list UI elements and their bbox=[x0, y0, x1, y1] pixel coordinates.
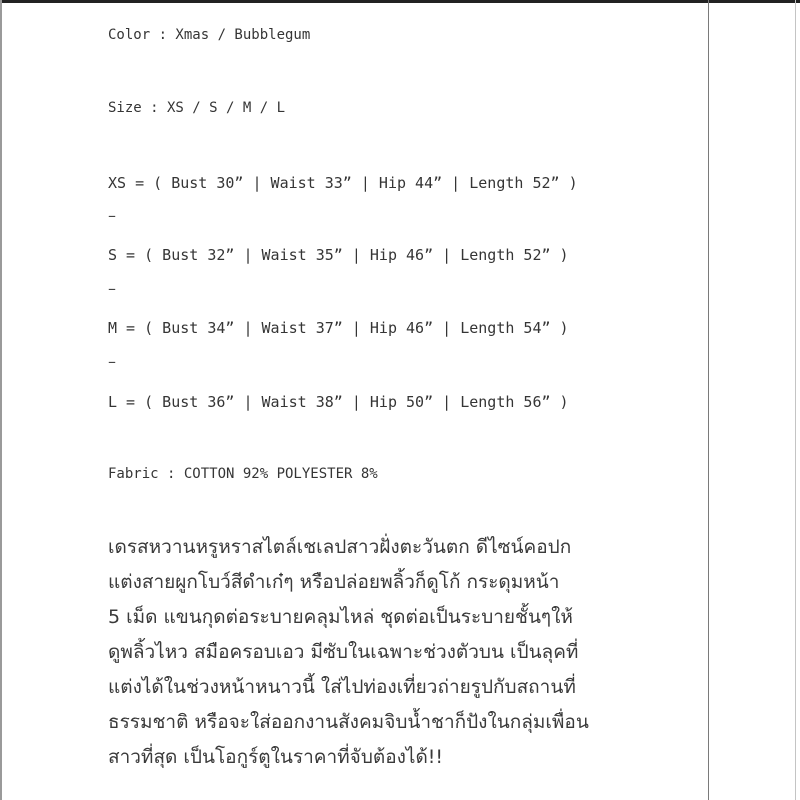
size-l-line: L = ( Bust 36” | Waist 38” | Hip 50” | Length 56” ) bbox=[108, 393, 569, 411]
description-line: สาวที่สุด เป็นโอกูร์ตูในราคาที่จับต้องได้!! bbox=[108, 746, 444, 768]
size-s-line: S = ( Bust 32” | Waist 35” | Hip 46” | Length 52” ) bbox=[108, 246, 569, 264]
description-line: แต่งสายผูกโบว์สีดำเก๋ๆ หรือปล่อยพลิ้วก็ดูโก้ กระดุมหน้า bbox=[108, 571, 560, 593]
description-line: ธรรมชาติ หรือจะใส่ออกงานสังคมจิบน้ำชาก็ปังในกลุ่มเพื่อน bbox=[108, 711, 589, 733]
right-panel-divider bbox=[708, 0, 709, 800]
description-line: 5 เม็ด แขนกุดต่อระบายคลุมไหล่ ชุดต่อเป็นระบายชั้นๆให้ bbox=[108, 606, 573, 628]
right-edge-divider bbox=[795, 0, 796, 800]
separator: – bbox=[108, 279, 116, 298]
color-line: Color : Xmas / Bubblegum bbox=[108, 27, 311, 43]
fabric-line: Fabric : COTTON 92% POLYESTER 8% bbox=[108, 466, 378, 482]
separator: – bbox=[108, 352, 116, 371]
size-xs-line: XS = ( Bust 30” | Waist 33” | Hip 44” | Length 52” ) bbox=[108, 174, 578, 192]
description-line: ดูพลิ้วไหว สมือครอบเอว มีซับในเฉพาะช่วงตัวบน เป็นลุคที่ bbox=[108, 641, 579, 663]
description-line: แต่งได้ในช่วงหน้าหนาวนี้ ใส่ไปท่องเที่ยวถ่ายรูปกับสถานที่ bbox=[108, 676, 576, 698]
top-border bbox=[0, 0, 800, 3]
thai-description bbox=[108, 530, 708, 775]
size-line: Size : XS / S / M / L bbox=[108, 100, 286, 116]
size-m-line: M = ( Bust 34” | Waist 37” | Hip 46” | Length 54” ) bbox=[108, 319, 569, 337]
separator: – bbox=[108, 206, 116, 225]
description-line: เดรสหวานหรูหราสไตล์เชเลปสาวฝั่งตะวันตก ดีไซน์คอปก bbox=[108, 536, 572, 558]
left-border bbox=[0, 0, 2, 800]
